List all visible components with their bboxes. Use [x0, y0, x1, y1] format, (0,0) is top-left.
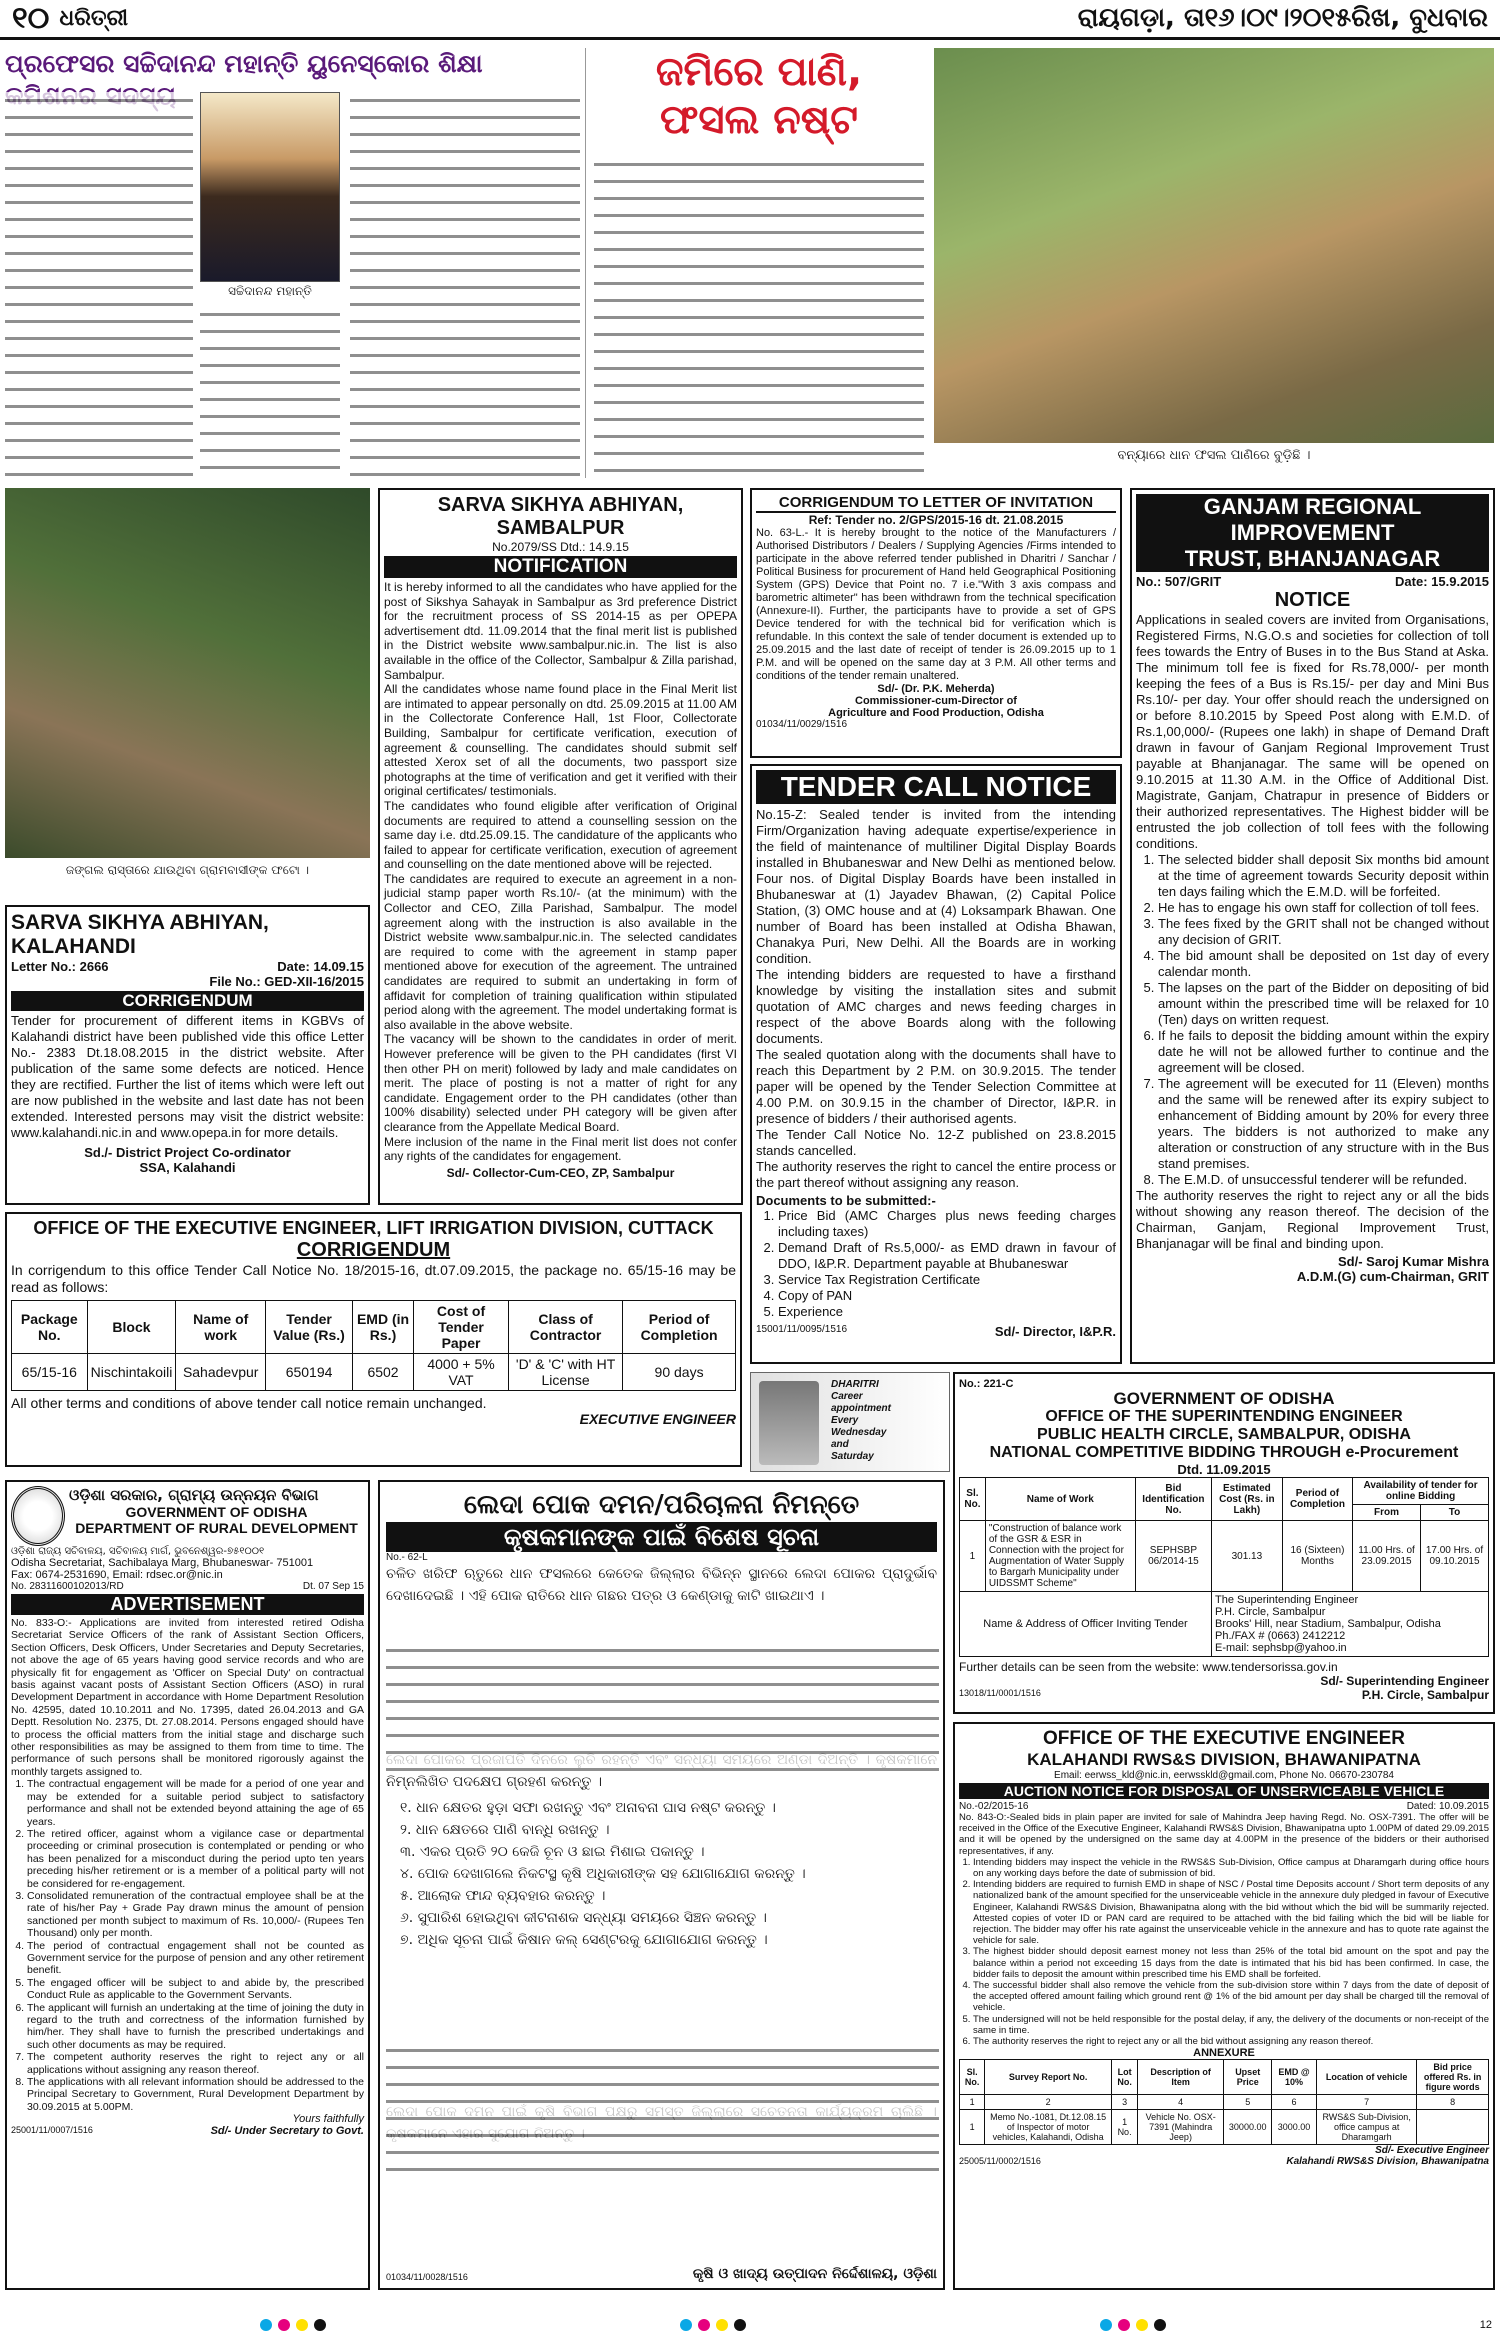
table-header: Sl. No. — [960, 2060, 985, 2095]
notice-text — [386, 1642, 939, 1772]
website-note: Further details can be seen from the website: www.tendersorissa.gov.in — [959, 1660, 1338, 1674]
ad-code: 25005/11/0002/1516 — [959, 2156, 1041, 2167]
notice-subtitle: କୃଷକମାନଙ୍କ ପାଇଁ ବିଶେଷ ସୂଚନା — [386, 1522, 937, 1552]
column-number: 3 — [1112, 2095, 1138, 2110]
notice-no: No.- 62-L — [386, 1552, 428, 1563]
notice-para-4: The candidates are required to execute an agreement in a non-judicial stamp paper worth Rs.10/- (at the minimum) with the Collector and CEO, Zilla Parishad, Sambalpur. The model agreement along with the instruction is also available in the District website www.sambalpur.nic.in. The selected candidates are required to come with the agreement in stamp paper mentioned above for execution of the agreement. The untrained candidates are required to submit an undertaking in form of affidavit for completion of training qualification within stipulated period along with the agreement. The model undertaking format is also available in the above website. — [384, 871, 737, 1032]
page-header — [0, 0, 1500, 40]
dept-name-1: GOVERNMENT OF ODISHA — [125, 1504, 308, 1520]
advice-item: ୨. ଧାନ କ୍ଷେତରେ ପାଣି ବାନ୍ଧି ରଖନ୍ତୁ । — [400, 1822, 610, 1838]
notice-title-1: OFFICE OF THE EXECUTIVE ENGINEER — [1042, 1728, 1406, 1749]
table-cell: 1 No. — [1112, 2110, 1138, 2145]
condition-item: 2. He has to engage his own staff for collection of toll fees. — [1158, 900, 1489, 916]
table-cell: "Construction of balance work of the GSR & ESR in Connection with the project for Augmentation of Water Supply to Bargarh Municipality under UIDSSMT Scheme" — [985, 1521, 1135, 1592]
annexure-heading: ANNEXURE — [1193, 2047, 1255, 2060]
notice-para-2: ନିମ୍ନଲିଖିତ ପଦକ୍ଷେପ ଗ୍ରହଣ କରନ୍ତୁ । — [386, 1774, 603, 1790]
signatory: Sd/- Superintending Engineer — [1320, 1674, 1489, 1688]
notice-intro: No. 843-O:-Sealed bids in plain paper are invited for sale of Mahindra Jeep having Regd. No. OSX-7391. The offer will be received in the Office of the Executive Engineer, Kalahandi RWS&S Division, Bhawanipatna upto 1.00PM of dated 29.09.2015 and it will be opened by the undersigned on the same day at 4.00PM in the presence of the bidders or their authorised representatives, if any. — [959, 1812, 1489, 1857]
table-header: Name of Work — [985, 1478, 1135, 1521]
signatory: କୃଷି ଓ ଖାଦ୍ୟ ଉତ୍ପାଦନ ନିର୍ଦ୍ଦେଶାଳୟ, ଓଡ଼ିଶା — [692, 2266, 937, 2282]
black-dot-icon — [314, 2319, 326, 2331]
flood-photo — [934, 48, 1494, 443]
table-cell: 3000.00 — [1272, 2110, 1317, 2145]
address-odia: ଓଡ଼ିଶା ରାଜ୍ୟ ସଚିବାଳୟ, ସଚିବାଳୟ ମାର୍ଗ, ଭୁବନେଶ୍ୱର-୭୫୧୦୦୧ — [11, 1546, 265, 1557]
table-header: From — [1353, 1505, 1421, 1521]
yellow-dot-icon — [296, 2319, 308, 2331]
story-text — [5, 92, 193, 478]
dharitri-career-ad — [750, 1372, 950, 1472]
ad-code: 01034/11/0029/1516 — [756, 719, 848, 730]
table-cell: 65/15-16 — [12, 1354, 88, 1391]
headline-line-1: ଜମିରେ ପାଣି, — [655, 49, 863, 95]
table-header: Tender Value (Rs.) — [266, 1301, 353, 1354]
notice-body: No. 63-L.- It is hereby brought to the notice of the Manufacturers / Authorised Distributors / Dealers / Supplying Agencies /Firms intended to participate in the above referred tender published in Dharitri / Sanchar / Political Business for procurement of Hand held Geographical Positioning System (GPS) Device that Point no. 7 i.e."With 3 axis compass and barometric altimeter" has been withdrawn from the technical specification (Annexure-II). Further, the participants have to provide a set of GPS Device tendered for with the technical bid for verification which is refundable. In this context the sale of tender document is extended up to 25.09.2015 and the last date of receipt of tender is 26.09.2015 up to 1 P.M. and will be opened on the same day at 3 P.M. All other terms and conditions of the tender remain unaltered. — [756, 527, 1116, 682]
ssa-kalahandi-notice — [5, 905, 370, 1205]
notice-title-2: TRUST, BHANJANAGAR — [1136, 546, 1489, 572]
table-cell: Name & Address of Officer Inviting Tender — [960, 1592, 1212, 1657]
table-cell: SEPHSBP 06/2014-15 — [1135, 1521, 1211, 1592]
address: Odisha Secretariat, Sachibalaya Marg, Bhubaneswar- 751001 — [11, 1557, 314, 1569]
masthead-logo: ଧରିତ୍ରୀ — [59, 6, 129, 31]
letter-no: No. 28311600102013/RD — [11, 1581, 124, 1592]
rural-development-ad — [5, 1480, 370, 2290]
table-header: Block — [87, 1301, 176, 1354]
table-header: Period of Completion — [623, 1301, 736, 1354]
story-flood — [585, 48, 1495, 478]
condition-item: 5. The undersigned will not be held responsible for the postal delay, if any, the delivery of the documents or non-receipt of the same in time. — [973, 2014, 1489, 2036]
color-registration-marks — [1100, 2319, 1166, 2331]
table-cell: 1 — [960, 2110, 985, 2145]
letter-no: Letter No.: 2666 — [11, 959, 109, 974]
table-cell: 11.00 Hrs. of 23.09.2015 — [1353, 1521, 1421, 1592]
color-registration-marks — [260, 2319, 326, 2331]
notice-date: Dtd. 11.09.2015 — [1177, 1462, 1271, 1477]
signatory: Sd./- District Project Co-ordinator — [84, 1145, 291, 1160]
phed-tender — [953, 1372, 1495, 1714]
ad-line: DHARITRI — [831, 1379, 879, 1390]
ad-line: Saturday — [831, 1451, 874, 1462]
table-header: EMD @ 10% — [1272, 2060, 1317, 2095]
story-text — [350, 92, 580, 478]
condition-item: 6. If he fails to deposit the bidding amount within the expiry date he will not be allowed further to continue and the agreement will be closed. — [1158, 1028, 1489, 1076]
notice-banner: NOTICE — [1274, 589, 1351, 611]
corrigendum-letter — [750, 488, 1122, 758]
signatory-title: Commissioner-cum-Director of — [855, 695, 1017, 707]
document-item: 5. Experience — [778, 1304, 1116, 1320]
villagers-photo — [5, 488, 370, 858]
notice-para-6: Mere inclusion of the name in the Final merit list does not confer any rights of the candidates for engagement. — [384, 1134, 737, 1164]
condition-item: 3. The fees fixed by the GRIT shall not be changed without any decision of GRIT. — [1158, 916, 1489, 948]
table-row — [960, 1521, 1489, 1592]
document-item: 2. Demand Draft of Rs.5,000/- as EMD drawn in favour of DDO, I&P.R. Department payable at Bhubaneswar — [778, 1240, 1116, 1272]
story-text — [594, 156, 924, 478]
pest-control-notice — [378, 1480, 945, 2290]
condition-item: 6. The applicant will furnish an undertaking at the time of joining the duty in regard to the truth and correctness of the information furnished by him/her. They shall have to furnish the prescribed undertakings and such other documents as may be required. — [27, 2002, 364, 2052]
notice-ref: No.2079/SS Dtd.: 14.9.15 — [492, 540, 629, 554]
column-number: 7 — [1316, 2095, 1416, 2110]
column-number: 6 — [1272, 2095, 1317, 2110]
condition-item: 1. The contractual engagement will be made for a period of one year and may be extended for a suitable period subject to satisfactory performance and shall not be extended beyond attaining the age of 65 years. — [27, 1778, 364, 1828]
signatory: EXECUTIVE ENGINEER — [579, 1411, 736, 1427]
address-line: Brooks' Hill, near Stadium, Sambalpur, Odisha — [1215, 1618, 1441, 1630]
table-row — [960, 1592, 1489, 1657]
signatory: Sd/- Director, I&P.R. — [994, 1324, 1116, 1339]
notice-body: Tender for procurement of different items in KGBVs of Kalahandi district have been published vide this office Letter No.- 2383 Dt.18.08.2015 in the district website. After publication of the same some defects are noticed. Hence they are rectified. Further the list of items which were left out are now published in the website and last date has not been extended. Interested persons may visit the district website: www.kalahandi.nic.in and www.opepa.in for more details. — [11, 1013, 364, 1140]
black-dot-icon — [1154, 2319, 1166, 2331]
advice-item: ୬. ସୁପାରିଶ ହୋଇଥିବା କୀଟନାଶକ ସନ୍ଧ୍ୟା ସମୟରେ ସିଞ୍ଚନ କରନ୍ତୁ । — [400, 1910, 767, 1926]
notice-title: OFFICE OF THE EXECUTIVE ENGINEER, LIFT IRRIGATION DIVISION, CUTTACK — [33, 1218, 714, 1238]
table-row — [960, 2110, 1489, 2145]
advertisement-banner: ADVERTISEMENT — [11, 1594, 364, 1615]
yellow-dot-icon — [1136, 2319, 1148, 2331]
notice-title-2: OFFICE OF THE SUPERINTENDING ENGINEER — [1045, 1408, 1403, 1425]
story-text — [200, 306, 340, 478]
advice-item: ୩. ଏକର ପ୍ରତି ୨୦ କେଜି ଚୂନ ଓ ଛାଇ ମିଶାଇ ପକାନ୍ତୁ । — [400, 1844, 705, 1860]
notice-title: ଲେଦା ପୋକ ଦମନ/ପରିଚାଳନା ନିମନ୍ତେ — [463, 1490, 860, 1520]
table-cell: 4000 + 5% VAT — [414, 1354, 509, 1391]
condition-item: 1. Intending bidders may inspect the vehicle in the RWS&S Sub-Division, Office campus at Dharamgarh during office hours on any working days before the date of submission of bid. — [973, 1857, 1489, 1879]
notice-para-2: All the candidates whose name found place in the Final Merit list are intimated to appear personally on dtd. 25.09.2015 at 11.00 AM in the Collectorate Conference Hall, 1st Floor, Collectorate Building, Sambalpur for certificate verification, execution of agreement & counselling. The candidates should submit self attested Xerox set of all the documents, two passport size photographs at the time of verification and get it verified with their original certificates/ testimonials. — [384, 682, 737, 799]
hand-illustration — [759, 1381, 819, 1465]
ad-line: Wednesday — [831, 1427, 887, 1438]
notice-title-4: NATIONAL COMPETITIVE BIDDING THROUGH e-Procurement — [989, 1444, 1459, 1461]
notice-para-1: It is hereby informed to all the candidates who have applied for the post of Sikshya Sahayak in Sambalpur as 3rd preference District for the recruitment process of SS 2014-15 as per OPEPA advertisement dtd. 11.09.2014 that the final merit list is published in the District website www.sambalpur.nic.in. The list is also available in the office of the Collector, Sambalpur & Zilla parishad, Sambalpur. — [384, 580, 737, 682]
grit-notice — [1130, 488, 1495, 1364]
notice-date: Date: 15.9.2015 — [1395, 574, 1489, 589]
document-item: 4. Copy of PAN — [778, 1288, 1116, 1304]
notice-date: Dated: 10.09.2015 — [1406, 1801, 1489, 1812]
column-number: 5 — [1224, 2095, 1272, 2110]
table-header: Lot No. — [1112, 2060, 1138, 2095]
notice-text — [386, 2042, 939, 2182]
notice-no: No.: 507/GRIT — [1136, 574, 1222, 589]
condition-item: 5. The lapses on the part of the Bidder on depositing of bid amount within the prescribed time will be relaxed for 10 (Ten) days on written request. — [1158, 980, 1489, 1028]
table-header: Upset Price — [1224, 2060, 1272, 2095]
advice-item: ୧. ଧାନ କ୍ଷେତର ହୁଡ଼ା ସଫା ରଖନ୍ତୁ ଏବଂ ଅନାବନା ଘାସ ନଷ୍ଟ କରନ୍ତୁ । — [400, 1800, 776, 1816]
notice-para-5: The authority reserves the right to cancel the entire process or the part thereof without assigning any reason. — [756, 1159, 1116, 1190]
notice-para-1: ଚଳିତ ଖରିଫ ଋତୁରେ ଧାନ ଫସଲରେ କେତେକ ଜିଲ୍ଲାର ବିଭିନ୍ନ ସ୍ଥାନରେ ଲେଦା ପୋକର ପ୍ରାଦୁର୍ଭାବ ଦେଖାଦେଇଛି । ଏହି ପୋକ ରାତିରେ ଧାନ ଗଛର ପତ୍ର ଓ କେଣ୍ଡାକୁ କାଟି ଖାଇଥାଏ । — [386, 1566, 937, 1604]
table-header: EMD (in Rs.) — [353, 1301, 414, 1354]
dateline: ରାୟଗଡ଼ା, ତା୧୬।୦୯।୨୦୧୫ରିଖ, ବୁଧବାର — [1077, 3, 1488, 33]
cyan-dot-icon — [680, 2319, 692, 2331]
table-header: Survey Report No. — [985, 2060, 1112, 2095]
headline-line-2: ଫସଲ ନଷ୍ଟ — [659, 97, 858, 143]
condition-item: 4. The successful bidder shall also remove the vehicle from the sub-division store within 7 days from the date of deposit of the accepted offered amount failing which ground rent @ 1% of the bid amount per day shall be charged till the removal of vehicle. — [973, 1980, 1489, 2014]
table-cell: RWS&S Sub-Division, office campus at Dharamgarh — [1316, 2110, 1416, 2145]
tender-table — [11, 1300, 736, 1391]
table-cell: 90 days — [623, 1354, 736, 1391]
condition-item: 3. Consolidated remuneration of the contractual employee shall be at the rate of his/her Pay + Grade Pay drawn minus the amount of pension sanctioned per month subject to maximum of Rs. 10,000/- (Rupees Ten Thousand) only per month. — [27, 1890, 364, 1940]
condition-item: 3. The highest bidder should deposit earnest money not less than 25% of the total bid amount on the spot and pay the balance within a period not exceeding 15 days from the date is intimated that his bid has been confirmed. In case, the bidder fails to deposit the amount within prescribed time his EMD shall be forfeited. — [973, 1946, 1489, 1980]
notice-para-5: The vacancy will be shown to the candidates in order of merit. However preference will be given to the PH candidates (first VI then other PH on merit) followed by lady and male candidates on merit. The place of posting is not a matter of right for any candidate. Engagement order to the PH candidates (other than 100% disability) selected under PH category will be given after clearance from the Appellate Medical Board. — [384, 1032, 737, 1134]
signatory: Sd/- (Dr. P.K. Meherda) — [877, 683, 995, 695]
notice-body: Applications in sealed covers are invited from Organisations, Registered Firms, N.G.O.s and societies for collection of toll fees towards the Entry of Buses in to the Bus Stand at Aska. The minimum toll fee is fixed for Rs.78,000/- per month keeping the fees of a Bus is Rs.15/- per day and Mini Bus Rs.10/- per day. Your offer should reach the undersigned on or before 8.10.2015 by Speed Post along with E.M.D. of Rs.1,00,000/- (Rupees one lakh) in shape of Demand Draft drawn in favour of Ganjam Regional Improvement Trust payable at Bhanjanagar. The same will be opened on 9.10.2015 at 11.30 A.M. in the Office of Additional Dist. Magistrate, Ganjam, Chatrapur in presence of Bidders or their authorized representatives. The Highest bidder will be entrusted the job collection of toll fees with the following conditions. — [1136, 612, 1489, 851]
notice-title: SARVA SIKHYA ABHIYAN, SAMBALPUR — [437, 494, 684, 539]
notice-para-2: The intending bidders are requested to have a firsthand knowledge by visiting the installation sites and submit quotation of AMC charges and news feeding charges in respect of the above Boards along with the following documents. — [756, 967, 1116, 1046]
condition-item: 8. The applications with all relevant information should be addressed to the Principal Secretary to Government, Rural Development Department by 30.09.2015 at 5.00PM. — [27, 2076, 364, 2113]
yellow-dot-icon — [716, 2319, 728, 2331]
ad-line: Career — [831, 1391, 863, 1402]
condition-item: 2. The retired officer, against whom a vigilance case or departmental proceeding or criminal prosecution is contemplated or pending or who has been penalized for a misconduct during the period upto ten years preceding his/her retirement or is a member of a political party will not be considered for re-engagement. — [27, 1828, 364, 1890]
advice-item: ୭. ଅଧିକ ସୂଚନା ପାଇଁ କିଷାନ କଲ୍ ସେଣ୍ଟରକୁ ଯୋଗାଯୋଗ କରନ୍ତୁ । — [400, 1932, 768, 1948]
signatory: Sd/- Executive Engineer — [1375, 2145, 1489, 2157]
rwss-auction-notice — [953, 1722, 1495, 2290]
table-cell: 6502 — [353, 1354, 414, 1391]
ssa-sambalpur-notice — [378, 488, 743, 1205]
cyan-dot-icon — [1100, 2319, 1112, 2331]
notice-intro: In corrigendum to this office Tender Call Notice No. 18/2015-16, dt.07.09.2015, the package no. 65/15-16 may be read as follows: — [11, 1262, 736, 1295]
notice-para-3: The sealed quotation along with the documents shall have to reach this Department by 2 P.M. on 30.9.2015. The tender paper will be opened by the Tender Selection Committee at 4.00 P.M. on 30.9.15 in the chamber of Director, I&P.R. in presence of bidders / their authorised agents. — [756, 1047, 1116, 1126]
magenta-dot-icon — [698, 2319, 710, 2331]
condition-item: 1. The selected bidder shall deposit Six months bid amount at the time of agreement towards Security deposit within ten days failing which the E.M.D. will be forfeited. — [1158, 852, 1489, 900]
signatory: Sd/- Saroj Kumar Mishra — [1338, 1254, 1489, 1269]
notice-title: SARVA SIKHYA ABHIYAN, KALAHANDI — [11, 911, 269, 958]
address-line: P.H. Circle, Sambalpur — [1215, 1606, 1326, 1618]
footer-page-number: 12 — [1479, 2319, 1492, 2331]
photo-caption: ବନ୍ୟାରେ ଧାନ ଫସଲ ପାଣିରେ ବୁଡ଼ିଛି । — [1117, 448, 1311, 463]
table-header: Cost of Tender Paper — [414, 1301, 509, 1354]
address-line: Ph./FAX # (0663) 2412212 — [1215, 1630, 1346, 1642]
table-cell: 30000.00 — [1224, 2110, 1272, 2145]
notice-closing: The authority reserves the right to reject any or all the bids without showing any reason thereof. The decision of the Chairman, Ganjam, Regional Improvement Trust, Bhanjanagar will be final and binding upon. — [1136, 1188, 1489, 1251]
column-number: 1 — [960, 2095, 985, 2110]
signatory-office: Kalahandi RWS&S Division, Bhawanipatna — [1286, 2156, 1489, 2168]
table-cell: 'D' & 'C' with HT License — [509, 1354, 623, 1391]
signatory-office: P.H. Circle, Sambalpur — [1361, 1688, 1489, 1702]
notice-para-1: No.15-Z: Sealed tender is invited from the intending Firm/Organization having adequate expertise/experience in the field of maintenance of multiliner Digital Display Boards installed in Bhubaneswar and New Delhi as mentioned below. Four nos. of Digital Display Boards have been installed in Bhubaneswar at (1) Jayadev Bhawan, (2) Capital Police Station, (3) OMC house and at (4) Loksampark Bhawan. One number of Board has been installed at Odisha Bhawan, Chanakya Puri, New Delhi. All the Boards are in working condition. — [756, 807, 1116, 966]
condition-item: 8. The E.M.D. of unsuccessful tenderer will be refunded. — [1158, 1172, 1489, 1188]
signatory-title: A.D.M.(G) cum-Chairman, GRIT — [1296, 1269, 1489, 1284]
table-header: Package No. — [12, 1301, 88, 1354]
condition-item: 4. The period of contractual engagement shall not be counted as Government service for the purpose of pension and any other retirement benefit. — [27, 1940, 364, 1977]
notice-title: CORRIGENDUM TO LETTER OF INVITATION — [756, 494, 1116, 513]
address-line: The Superintending Engineer — [1215, 1594, 1359, 1606]
photo-block — [5, 488, 370, 898]
condition-item: 2. Intending bidders are required to furnish EMD in shape of NSC / Postal time Deposits account / Short term deposits of any nationalized bank of the amount specified for the unserviceable vehicle in the annexure duly pledged in favour of Executive Engineer, Kalahandi RWS&S Division, Bhawanipatna along with the bid without which the bid will be summarily rejected. Attested copies of voter ID or PAN card are required to be attached with the bid failing which the bid will be liable for rejection. The bidder may offer his rate against the unserviceable vehicle in the annexure and has to quote rate against the vehicle for sale. — [973, 1879, 1489, 1946]
table-cell: 1 — [960, 1521, 986, 1592]
table-header: Bid Identification No. — [1135, 1478, 1211, 1521]
notice-ref: Ref: Tender no. 2/GPS/2015-16 dt. 21.08.2015 — [808, 513, 1064, 527]
table-row — [12, 1354, 736, 1391]
odisha-emblem-icon — [11, 1486, 65, 1546]
ad-line: Every — [831, 1415, 859, 1426]
notice-no: No.-02/2015-16 — [959, 1801, 1029, 1812]
table-cell: 650194 — [266, 1354, 353, 1391]
notice-para-4: The Tender Call Notice No. 12-Z published on 23.8.2015 stands cancelled. — [756, 1127, 1116, 1158]
tender-call-notice — [750, 764, 1122, 1364]
notice-date: Date: 14.09.15 — [277, 959, 364, 974]
documents-heading: Documents to be submitted:- — [756, 1193, 936, 1208]
condition-item: 4. The bid amount shall be deposited on 1st day of every calendar month. — [1158, 948, 1489, 980]
table-cell — [1417, 2110, 1489, 2145]
notice-title-1: GOVERNMENT OF ODISHA — [1113, 1389, 1335, 1408]
notice-title: TENDER CALL NOTICE — [756, 770, 1116, 804]
ad-line: and — [831, 1439, 849, 1450]
signatory: Sd/- Collector-Cum-CEO, ZP, Sambalpur — [446, 1165, 675, 1180]
column-number: 2 — [985, 2095, 1112, 2110]
notice-title-2: KALAHANDI RWS&S DIVISION, BHAWANIPATNA — [1027, 1750, 1421, 1769]
notification-banner: NOTIFICATION — [384, 556, 737, 578]
magenta-dot-icon — [1118, 2319, 1130, 2331]
ad-code: 01034/11/0028/1516 — [386, 2272, 468, 2282]
table-header: Period of Completion — [1282, 1478, 1352, 1521]
condition-item: 7. The competent authority reserves the right to reject any or all applications without assigning any reason thereof. — [27, 2051, 364, 2076]
condition-item: 5. The engaged officer will be subject to and abide by, the prescribed Conduct Rule as applicable to the Government Servants. — [27, 1977, 364, 2002]
notice-title-1: GANJAM REGIONAL IMPROVEMENT — [1136, 494, 1489, 546]
auction-banner: AUCTION NOTICE FOR DISPOSAL OF UNSERVICEABLE VEHICLE — [959, 1783, 1489, 1799]
table-header: Estimated Cost (Rs. in Lakh) — [1212, 1478, 1283, 1521]
notice-title-3: PUBLIC HEALTH CIRCLE, SAMBALPUR, ODISHA — [1037, 1426, 1411, 1443]
table-cell: 16 (Sixteen) Months — [1282, 1521, 1352, 1592]
magenta-dot-icon — [278, 2319, 290, 2331]
signatory-office: SSA, Kalahandi — [139, 1160, 236, 1175]
contact: Fax: 0674-2531690, Email: rdsec.or@nic.in — [11, 1569, 223, 1581]
table-header: Bid price offered Rs. in figure words — [1417, 2060, 1489, 2095]
notice-no: No.: 221-C — [959, 1378, 1014, 1390]
black-dot-icon — [734, 2319, 746, 2331]
contact: Email: eerwss_kld@nic.in, eerwsskld@gmail.com, Phone No. 06670-230784 — [1054, 1770, 1394, 1781]
ad-code: 15001/11/0095/1516 — [756, 1324, 848, 1335]
table-cell: Nischintakoili — [87, 1354, 176, 1391]
column-number: 8 — [1417, 2095, 1489, 2110]
file-no: File No.: GED-XII-16/2015 — [209, 974, 364, 989]
condition-item: 7. The agreement will be executed for 11 (Eleven) months and the same will be renewed after its expiry subject to enhancement of Bidding amount by 20% for every three years. The bidders is not authorized to make any alteration or construction of any structure with in the Bus stand premises. — [1158, 1076, 1489, 1172]
table-cell: 301.13 — [1212, 1521, 1283, 1592]
tender-table — [959, 1477, 1489, 1657]
table-cell: Memo No.-1081, Dt.12.08.15 of Inspector of motor vehicles, Kalahandi, Odisha — [985, 2110, 1112, 2145]
table-cell: 17.00 Hrs. of 09.10.2015 — [1420, 1521, 1488, 1592]
dept-name-2: DEPARTMENT OF RURAL DEVELOPMENT — [75, 1520, 358, 1536]
dept-name-odia: ଓଡ଼ିଶା ସରକାର, ଗ୍ରାମ୍ୟ ଉନ୍ନୟନ ବିଭାଗ — [69, 1486, 319, 1504]
portrait-photo — [200, 92, 340, 282]
ad-code: 13018/11/0001/1516 — [959, 1688, 1041, 1698]
cyan-dot-icon — [260, 2319, 272, 2331]
photo-caption: ସଚ୍ଚିଦାନନ୍ଦ ମହାନ୍ତି — [228, 284, 312, 298]
condition-item: 6. The authority reserves the right to reject any or all the bid without assigning any reason thereof. — [973, 2036, 1489, 2047]
notice-para-3: The candidates who found eligible after verification of Original documents are required to attend a counselling session on the same day i.e. dtd.25.09.15. The candidature of the applicants who failed to appear for certificate verification, execution of agreement and counselling on the date mentioned above will be rejected. — [384, 798, 737, 872]
valediction: Yours faithfully — [292, 2113, 364, 2126]
notice-footer: All other terms and conditions of above tender call notice remain unchanged. — [11, 1395, 487, 1411]
flood-headline — [594, 48, 924, 148]
table-header: Description of Item — [1138, 2060, 1224, 2095]
table-cell: Vehicle No. OSX-7391 (Mahindra Jeep) — [1138, 2110, 1224, 2145]
ad-intro: No. 833-O:- Applications are invited from interested retired Odisha Secretariat Service Officers of the rank of Assistant Section Officers, Section Officers, Desk Officers, Under Secretaries and Deputy Secretaries, not above the age of 65 years having good service records and who are physically fit for engagement as 'Officer on Special Duty' on contractual basis against vacant posts of Assistant Section Officers (ASO) in rural Development Department in accordance with Home Department Resolution No. 42595, dated 10.10.2011 and No. 17395, dated 26.04.2013 and GA Deptt. Resolution No. 2375, Dt. 27.08.2014. Persons engaged should have to process the official matters from the initial stage and discharge such other responsibilities as may be assigned to them from time to time. The performance of such persons shall be monitored rigorously against the monthly targets assigned to. — [11, 1617, 364, 1778]
ad-code: 25001/11/0007/1516 — [11, 2125, 93, 2136]
column-number: 4 — [1138, 2095, 1224, 2110]
table-header: Class of Contractor — [509, 1301, 623, 1354]
advice-item: ୪. ପୋକ ଦେଖାଗଲେ ନିକଟସ୍ଥ କୃଷି ଅଧିକାରୀଙ୍କ ସହ ଯୋଗାଯୋଗ କରନ୍ତୁ । — [400, 1866, 806, 1882]
table-header: To — [1420, 1505, 1488, 1521]
table-header: Name of work — [176, 1301, 266, 1354]
page-number: ୧୦ — [12, 1, 50, 36]
table-cell: Sahadevpur — [176, 1354, 266, 1391]
ad-line: appointment — [831, 1403, 891, 1414]
address-line: E-mail: sephsbp@yahoo.in — [1215, 1642, 1347, 1654]
corrigendum-banner: CORRIGENDUM — [11, 991, 364, 1011]
document-item: 3. Service Tax Registration Certificate — [778, 1272, 1116, 1288]
story-headline: ପ୍ରଫେସର ସଚ୍ଚିଦାନନ୍ଦ ମହାନ୍ତି ୟୁନେସ୍କୋର ଶିକ୍ଷା — [5, 49, 483, 78]
document-item: 1. Price Bid (AMC Charges plus news feeding charges including taxes) — [778, 1208, 1116, 1240]
signatory: Sd/- Under Secretary to Govt. — [210, 2125, 364, 2138]
signatory-office: Agriculture and Food Production, Odisha — [828, 707, 1044, 719]
table-header: Availability of tender for online Bidding — [1353, 1478, 1489, 1505]
annexure-table — [959, 2059, 1489, 2145]
lift-irrigation-corrigendum — [5, 1212, 742, 1467]
table-header: Sl. No. — [960, 1478, 986, 1521]
table-header: Location of vehicle — [1316, 2060, 1416, 2095]
photo-caption: ଜଙ୍ଗଲ ରାସ୍ତାରେ ଯାଉଥିବା ଗ୍ରାମବାସୀଙ୍କ ଫଟୋ । — [65, 863, 310, 877]
story-professor — [5, 48, 580, 478]
advice-item: ୫. ଆଲୋକ ଫାନ୍ଦ ବ୍ୟବହାର କରନ୍ତୁ । — [400, 1888, 606, 1904]
corrigendum-banner: CORRIGENDUM — [296, 1239, 451, 1261]
letter-date: Dt. 07 Sep 15 — [302, 1581, 364, 1592]
color-registration-marks — [680, 2319, 746, 2331]
